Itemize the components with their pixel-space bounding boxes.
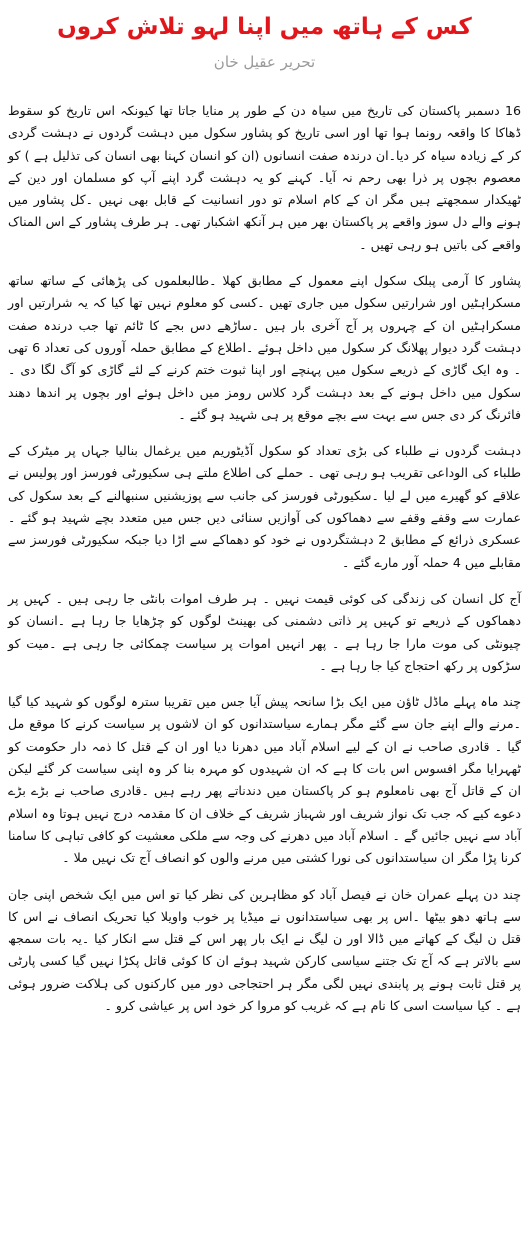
article-body bbox=[8, 100, 521, 1017]
article-paragraph: 16 دسمبر پاکستان کی تاریخ میں سیاہ دن کے طور پر منایا جاتا تھا کیونکہ اس تاریخ کو سقوط ڈھاکا کا واقعہ رونما ہوا تھا اور اسی تاریخ کو پشاور سکول میں دہشت گردوں نے دہشت گردی کر کے زیادہ سیاہ کر دیا۔ان درندہ صفت انسانوں (ان کو انسان کہنا بھی انسان کی تذلیل ہے ) کو معصوم بچوں پر ذرا بھی رحم نہ آیا۔ کہنے کو یہ دہشت گرد اپنے آپ کو مسلمان اور دین کے ٹھیکدار سمجھتے ہیں مگر ان کے کام اسلام تو دور انسانیت کے قابل بھی نہیں ۔کل پشاور میں ہونے والے دل سوز واقعے پر پاکستان بھر میں ہر آنکھ اشکبار تھی۔ ہر طرف پشاور کے اس المناک واقعے کی باتیں ہو رہی تھیں ۔ bbox=[8, 103, 521, 252]
article-paragraph: پشاور کا آرمی پبلک سکول اپنے معمول کے مطابق کھلا ۔طالبعلموں کی پڑھائی کے ساتھ ساتھ مسکراہٹیں اور شرارتیں سکول میں جاری تھیں ۔کسی کو معلوم نہیں تھا کیا کہ یہ شرارتیں اور مسکراہٹیں ان کے چہروں پر آج آخری بار ہیں ۔ساڑھے دس بجے کا ٹائم تھا جب درندہ صفت دہشت گرد دیوار پھلانگ کر سکول میں داخل ہوئے ۔اطلاع کے مطابق حملہ آوروں کی تعداد 6 تھی ۔ وہ ایک گاڑی کے ذریعے سکول میں پہنچے اور اپنا ثبوت ختم کرنے کے لئے گاڑی کو آگ لگا دی ۔سکول میں داخل ہونے کے بعد دہشت گرد کلاس رومز میں داخل ہوئے اور بچوں پر اندھا دھند فائرنگ کر دی جس سے بہت سے بچے موقع پر ہی شہید ہو گئے ۔ bbox=[8, 273, 522, 422]
article-paragraph: آج کل انسان کی زندگی کی کوئی قیمت نہیں ۔ ہر طرف اموات بانٹی جا رہی ہیں ۔ کہیں پر دھماکوں کے ذریعے تو کہیں پر ذاتی دشمنی کی بھینٹ لوگوں کو چڑھایا جا رہا ہے ۔انسان کو چیونٹی کی موت مارا جا رہا ہے ۔ پھر انہیں اموات پر سیاست چمکائی جا رہی ہے ۔میت کو سڑکوں پر رکھ احتجاج کیا جا رہا ہے ۔ bbox=[8, 590, 521, 673]
article-paragraph: چند ماہ پہلے ماڈل ٹاؤن میں ایک بڑا سانحہ پیش آیا جس میں تقریبا سترہ لوگوں کو شہید کیا گیا ۔مرنے والے اپنے جان سے گئے مگر ہمارے سیاستدانوں کو ان لاشوں پر سیاست کرنے کا موقع مل گیا ۔ قادری صاحب نے ان کے لیے اسلام آباد میں دھرنا دیا اور ان کے قتل کا ذمہ دار حکومت کو ٹھہرایا مگر افسوس اس بات کا ہے کہ ان شہیدوں کو مہرہ بنا کر وہ اپنی سیاست کر گئے لیکن ان کے قاتل آج بھی نامعلوم ہو کر پاکستان میں دندناتے پھر رہے ہیں ۔قادری صاحب نے بڑے بڑے دعوے کیے کہ جب تک نواز شریف اور شہباز شریف کے خلاف ان کا مقدمہ درج نہیں ہوتا وہ اسلام آباد سے نہیں جائیں گے ۔ اسلام آباد میں دھرنے کی وجہ سے ملکی معشیت کو کافی تباہی کا سامنا کرنا پڑا مگر ان سیاستدانوں کی نورا کشتی میں مرنے والوں کو انصاف آج تک نہیں ملا ۔ bbox=[8, 694, 521, 866]
article-paragraph: چند دن پہلے عمران خان نے فیصل آباد کو مظاہرین کی نظر کیا تو اس میں ایک شخص اپنی جان سے ہاتھ دھو بیٹھا ۔اس پر بھی سیاستدانوں نے میڈیا پر خوب واویلا کیا تحریک انصاف نے اس کا قتل ن لیگ کے کھاتے میں ڈالا اور ن لیگ نے ایک بار پھر اس کے قتل سے انکار کیا ۔یہ بات سمجھ سے بالاتر ہے کہ آج تک جتنے سیاسی کارکن شہید ہوئے ان کا کوئی قاتل پکڑا نہیں گیا کسی پارٹی پر قتل ثابت ہونے پر پابندی نہیں لگی مگر ہر احتجاجی دور میں کارکنوں کی ہلاکت ضرور ہوئی ہے ۔ کیا سیاست اسی کا نام ہے کہ غریب کو مروا کر خود اس پر عیاشی کرو ۔ bbox=[8, 886, 521, 1013]
article-paragraph: دہشت گردوں نے طلباء کی بڑی تعداد کو سکول آڈیٹوریم میں یرغمال بنالیا جہاں پر میٹرک کے طلباء کی الوداعی تقریب ہو رہی تھی ۔ حملے کی اطلاع ملتے ہی سکیورٹی فورسز اور پولیس نے علاقے کو گھیرے میں لے لیا ۔سکیورٹی فورسز کی جانب سے پوزیشنیں سنبھالنے کے بعد سکول کی عمارت سے وقفے وقفے سے دھماکوں کی آوازیں سنائی دیں جس میں متعدد بچے شہید ہو گئے ۔عسکری ذرائع کے مطابق 2 دہشتگردوں نے خود کو دھماکے سے اڑا دیا جبکہ سکیورٹی فورسز سے مقابلے میں 4 حملہ آور مارے گئے ۔ bbox=[8, 443, 522, 570]
article-title: کس کے ہاتھ میں اپنا لہو تلاش کروں bbox=[57, 14, 472, 40]
article-byline: تحریر عقیل خان bbox=[213, 53, 316, 71]
